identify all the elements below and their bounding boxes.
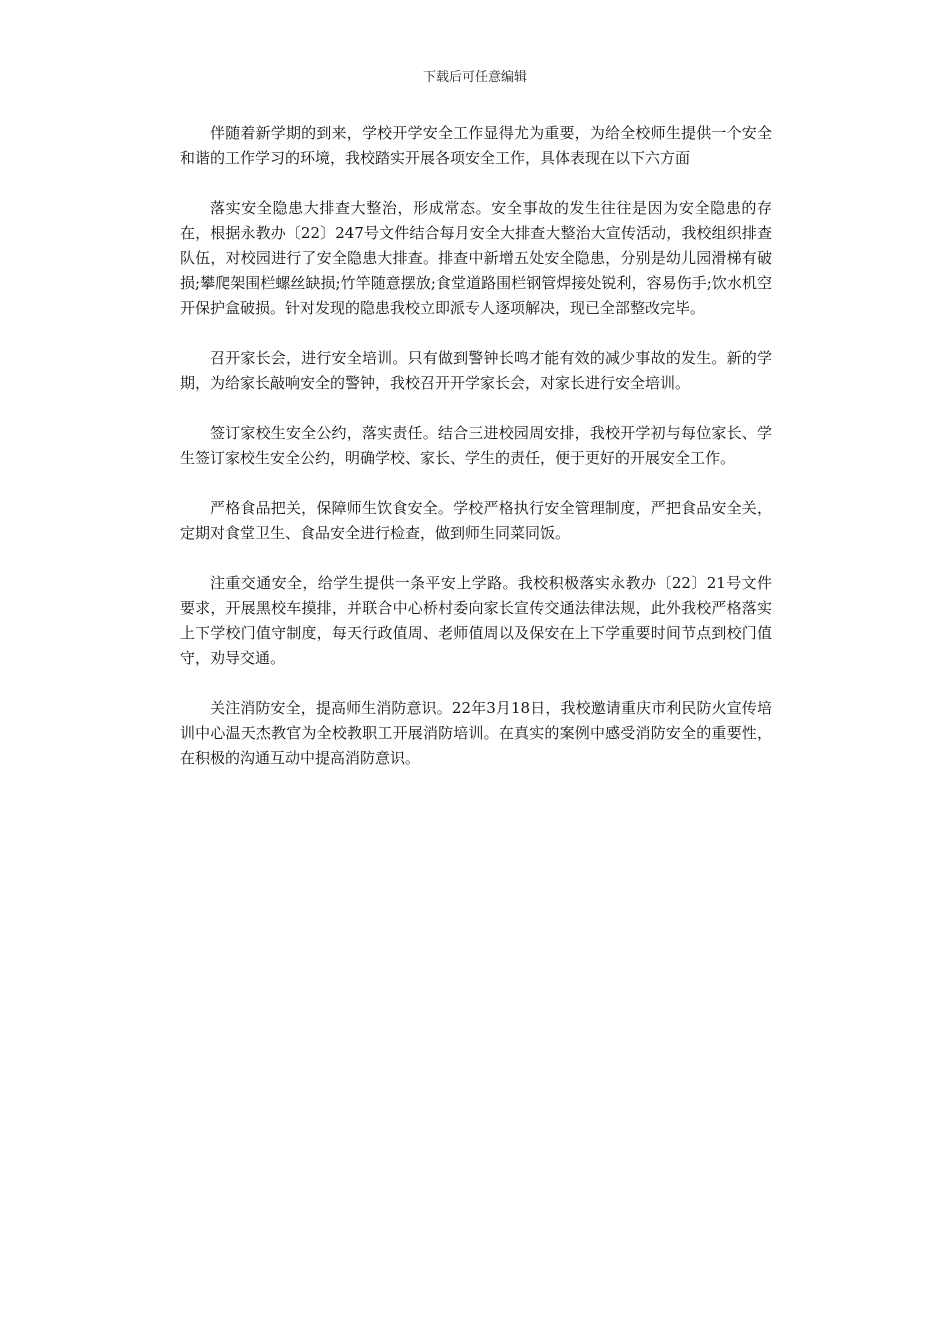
paragraph-parent-meeting: 召开家长会，进行安全培训。只有做到警钟长鸣才能有效的减少事故的发生。新的学期，为给家长敲响安全的警钟，我校召开开学家长会，对家长进行安全培训。 [180, 349, 772, 392]
document-body [180, 121, 772, 796]
paragraph-traffic-safety: 注重交通安全，给学生提供一条平安上学路。我校积极落实永教办〔22〕21号文件要求，开展黑校车摸排，并联合中心桥村委向家长宣传交通法律法规，此外我校严格落实上下学校门值守制度，每天行政值周、老师值周以及保安在上下学重要时间节点到校门值守，劝导交通。 [180, 574, 772, 667]
paragraph-safety-pact: 签订家校生安全公约，落实责任。结合三进校园周安排，我校开学初与每位家长、学生签订家校生安全公约，明确学校、家长、学生的责任，便于更好的开展安全工作。 [180, 424, 772, 467]
paragraph-fire-safety: 关注消防安全，提高师生消防意识。22年3月18日，我校邀请重庆市利民防火宣传培训中心温天杰教官为全校教职工开展消防培训。在真实的案例中感受消防安全的重要性，在积极的沟通互动中提高消防意识。 [180, 699, 772, 767]
header-note: 下载后可任意编辑 [422, 70, 527, 85]
paragraph-intro: 伴随着新学期的到来，学校开学安全工作显得尤为重要，为给全校师生提供一个安全和谐的工作学习的环境，我校踏实开展各项安全工作，具体表现在以下六方面 [180, 124, 772, 167]
paragraph-hazard-inspection: 落实安全隐患大排查大整治，形成常态。安全事故的发生往往是因为安全隐患的存在，根据永教办〔22〕247号文件结合每月安全大排查大整治大宣传活动，我校组织排查队伍，对校园进行了安全隐患大排查。排查中新增五处安全隐患，分别是幼儿园滑梯有破损;攀爬架围栏螺丝缺损;竹竿随意摆放;食堂道路围栏钢管焊接处锐利，容易伤手;饮水机空开保护盒破损。针对发现的隐患我校立即派专人逐项解决，现已全部整改完毕。 [180, 199, 772, 317]
paragraph-food-safety: 严格食品把关，保障师生饮食安全。学校严格执行安全管理制度，严把食品安全关，定期对食堂卫生、食品安全进行检查，做到师生同菜同饭。 [180, 499, 772, 542]
